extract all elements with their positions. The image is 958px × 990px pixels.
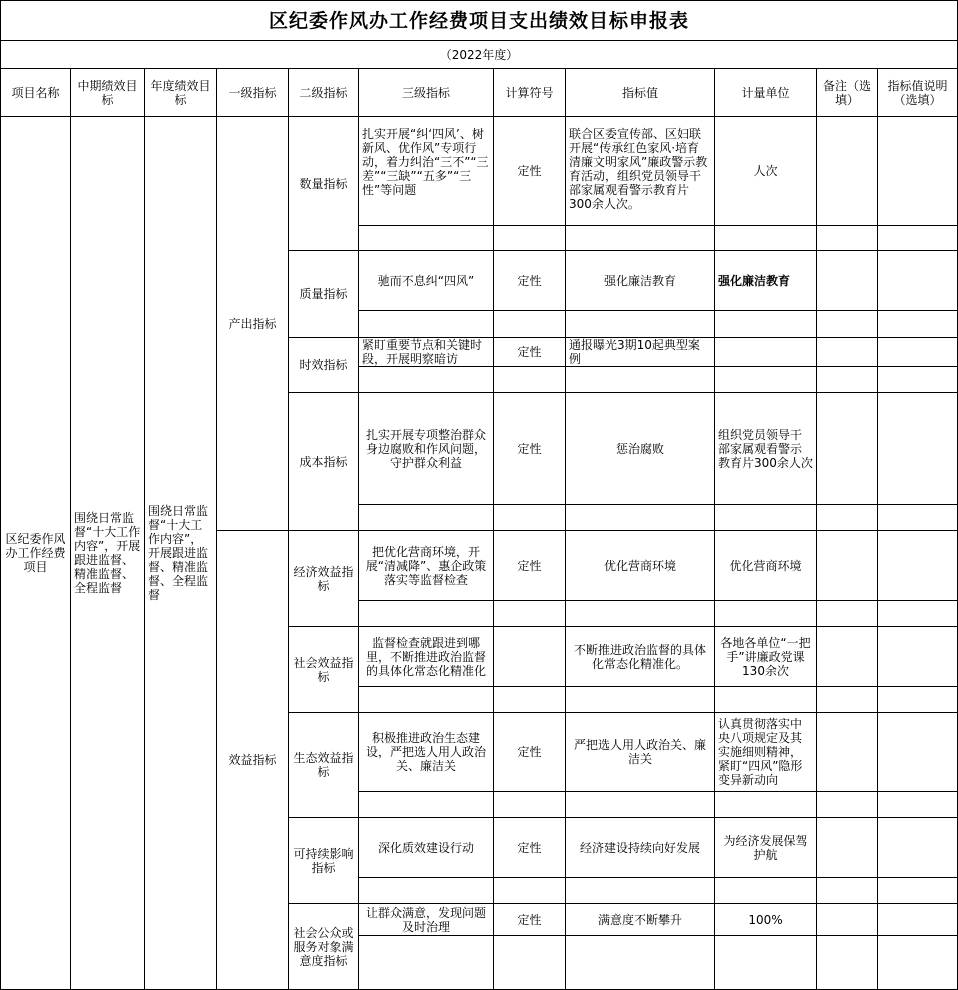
- level2-cell: 生态效益指标: [288, 712, 359, 818]
- empty-value-cell: [565, 310, 715, 338]
- unit-cell: 优化营商环境: [714, 530, 817, 601]
- empty-unit-cell: [714, 504, 817, 531]
- empty-unit-cell: [714, 686, 817, 713]
- calc-cell: 定性: [493, 530, 566, 601]
- empty-unit-cell: [714, 935, 817, 990]
- empty-note-cell: [877, 935, 958, 990]
- note-cell: [877, 530, 958, 601]
- empty-remark-cell: [816, 600, 878, 627]
- value-cell: 满意度不断攀升: [565, 903, 715, 936]
- empty-calc-cell: [493, 225, 566, 251]
- empty-note-cell: [877, 310, 958, 338]
- empty-remark-cell: [816, 504, 878, 531]
- empty-note-cell: [877, 504, 958, 531]
- empty-calc-cell: [493, 366, 566, 393]
- level3-cell: 积极推进政治生态建设，严把选人用人政治关、廉洁关: [358, 712, 494, 792]
- header-value: 指标值: [565, 68, 715, 117]
- empty-note-cell: [877, 686, 958, 713]
- level2-cell: 社会公众或服务对象满意度指标: [288, 903, 359, 990]
- empty-value-cell: [565, 225, 715, 251]
- value-cell: 优化营商环境: [565, 530, 715, 601]
- unit-cell: 为经济发展保驾护航: [714, 817, 817, 878]
- calc-cell: 定性: [493, 392, 566, 505]
- level3-cell: 扎实开展专项整治群众身边腐败和作风问题，守护群众利益: [358, 392, 494, 505]
- remark-cell: [816, 337, 878, 367]
- empty-unit-cell: [714, 225, 817, 251]
- note-cell: [877, 626, 958, 687]
- empty-calc-cell: [493, 686, 566, 713]
- level2-cell: 数量指标: [288, 116, 359, 251]
- level2-cell: 质量指标: [288, 250, 359, 338]
- unit-cell: 各地各单位“一把手”讲廉政党课130余次: [714, 626, 817, 687]
- unit-cell: 认真贯彻落实中央八项规定及其实施细则精神，紧盯“四风”隐形变异新动向: [714, 712, 817, 792]
- unit-cell: 强化廉洁教育: [714, 250, 817, 311]
- empty-remark-cell: [816, 877, 878, 904]
- value-cell: 不断推进政治监督的具体化常态化精准化。: [565, 626, 715, 687]
- header-calc: 计算符号: [493, 68, 566, 117]
- header-mid-target: 中期绩效目标: [70, 68, 145, 117]
- empty-value-cell: [565, 935, 715, 990]
- value-cell: 惩治腐败: [565, 392, 715, 505]
- calc-cell: 定性: [493, 116, 566, 226]
- calc-cell: 定性: [493, 250, 566, 311]
- level2-cell: 经济效益指标: [288, 530, 359, 627]
- value-cell: 通报曝光3期10起典型案例: [565, 337, 715, 367]
- level1-output-cell: 产出指标: [216, 116, 289, 531]
- empty-level3-cell: [358, 600, 494, 627]
- unit-cell: 100%: [714, 903, 817, 936]
- empty-note-cell: [877, 225, 958, 251]
- note-cell: [877, 903, 958, 936]
- empty-unit-cell: [714, 791, 817, 818]
- header-unit: 计量单位: [714, 68, 817, 117]
- level3-cell: 监督检查就跟进到哪里，不断推进政治监督的具体化常态化精准化: [358, 626, 494, 687]
- level2-cell: 成本指标: [288, 392, 359, 531]
- value-cell: 联合区委宣传部、区妇联开展“传承红色家风·培育清廉文明家风”廉政警示教育活动，组织党员领导干部家属观看警示教育片300余人次。: [565, 116, 715, 226]
- empty-remark-cell: [816, 935, 878, 990]
- empty-unit-cell: [714, 366, 817, 393]
- header-note: 指标值说明（选填）: [877, 68, 958, 117]
- remark-cell: [816, 712, 878, 792]
- page-title: 区纪委作风办工作经费项目支出绩效目标申报表: [0, 0, 958, 41]
- empty-calc-cell: [493, 600, 566, 627]
- mid-target-cell: 围绕日常监督“十大工作内容”，开展跟进监督、精准监督、全程监督: [70, 116, 145, 990]
- empty-level3-cell: [358, 225, 494, 251]
- empty-value-cell: [565, 686, 715, 713]
- empty-note-cell: [877, 877, 958, 904]
- empty-value-cell: [565, 366, 715, 393]
- level1-effect-cell: 效益指标: [216, 530, 289, 990]
- level2-cell: 社会效益指标: [288, 626, 359, 713]
- empty-remark-cell: [816, 791, 878, 818]
- header-remark: 备注（选填）: [816, 68, 878, 117]
- empty-remark-cell: [816, 310, 878, 338]
- header-level2: 二级指标: [288, 68, 359, 117]
- empty-value-cell: [565, 791, 715, 818]
- empty-remark-cell: [816, 366, 878, 393]
- remark-cell: [816, 392, 878, 505]
- unit-cell: 人次: [714, 116, 817, 226]
- empty-level3-cell: [358, 686, 494, 713]
- remark-cell: [816, 626, 878, 687]
- note-cell: [877, 712, 958, 792]
- empty-value-cell: [565, 600, 715, 627]
- header-level3: 三级指标: [358, 68, 494, 117]
- level3-cell: 深化质效建设行动: [358, 817, 494, 878]
- empty-level3-cell: [358, 877, 494, 904]
- empty-remark-cell: [816, 225, 878, 251]
- annual-target-cell: 围绕日常监督“十大工作内容”，开展跟进监督、精准监督、全程监督: [144, 116, 217, 990]
- empty-calc-cell: [493, 310, 566, 338]
- empty-level3-cell: [358, 791, 494, 818]
- empty-value-cell: [565, 877, 715, 904]
- note-cell: [877, 392, 958, 505]
- empty-level3-cell: [358, 504, 494, 531]
- empty-level3-cell: [358, 935, 494, 990]
- value-cell: 强化廉洁教育: [565, 250, 715, 311]
- level2-cell: 时效指标: [288, 337, 359, 393]
- empty-remark-cell: [816, 686, 878, 713]
- value-cell: 严把选人用人政治关、廉洁关: [565, 712, 715, 792]
- level3-cell: 扎实开展“纠‘四风’、树新风、优作风”专项行动，着力纠治“三不”“三差”“三缺”“五多”“三性”等问题: [358, 116, 494, 226]
- calc-cell: 定性: [493, 903, 566, 936]
- level2-cell: 可持续影响指标: [288, 817, 359, 904]
- empty-level3-cell: [358, 310, 494, 338]
- remark-cell: [816, 116, 878, 226]
- unit-cell: [714, 337, 817, 367]
- empty-unit-cell: [714, 310, 817, 338]
- header-project-name: 项目名称: [0, 68, 71, 117]
- empty-value-cell: [565, 504, 715, 531]
- calc-cell: [493, 626, 566, 687]
- level3-cell: 把优化营商环境，开展“清减降”、惠企政策落实等监督检查: [358, 530, 494, 601]
- empty-unit-cell: [714, 600, 817, 627]
- note-cell: [877, 250, 958, 311]
- value-cell: 经济建设持续向好发展: [565, 817, 715, 878]
- empty-calc-cell: [493, 877, 566, 904]
- empty-note-cell: [877, 366, 958, 393]
- empty-calc-cell: [493, 935, 566, 990]
- unit-cell: 组织党员领导干部家属观看警示教育片300余人次: [714, 392, 817, 505]
- header-annual-target: 年度绩效目标: [144, 68, 217, 117]
- empty-calc-cell: [493, 791, 566, 818]
- project-name-cell: 区纪委作风办工作经费项目: [0, 116, 71, 990]
- calc-cell: 定性: [493, 712, 566, 792]
- calc-cell: 定性: [493, 337, 566, 367]
- year-label: （2022年度）: [0, 40, 958, 69]
- empty-calc-cell: [493, 504, 566, 531]
- header-level1: 一级指标: [216, 68, 289, 117]
- note-cell: [877, 817, 958, 878]
- remark-cell: [816, 250, 878, 311]
- remark-cell: [816, 530, 878, 601]
- note-cell: [877, 337, 958, 367]
- remark-cell: [816, 817, 878, 878]
- empty-unit-cell: [714, 877, 817, 904]
- empty-note-cell: [877, 600, 958, 627]
- level3-cell: 紧盯重要节点和关键时段，开展明察暗访: [358, 337, 494, 367]
- remark-cell: [816, 903, 878, 936]
- level3-cell: 驰而不息纠“四风”: [358, 250, 494, 311]
- note-cell: [877, 116, 958, 226]
- calc-cell: 定性: [493, 817, 566, 878]
- empty-level3-cell: [358, 366, 494, 393]
- empty-note-cell: [877, 791, 958, 818]
- level3-cell: 让群众满意，发现问题及时治理: [358, 903, 494, 936]
